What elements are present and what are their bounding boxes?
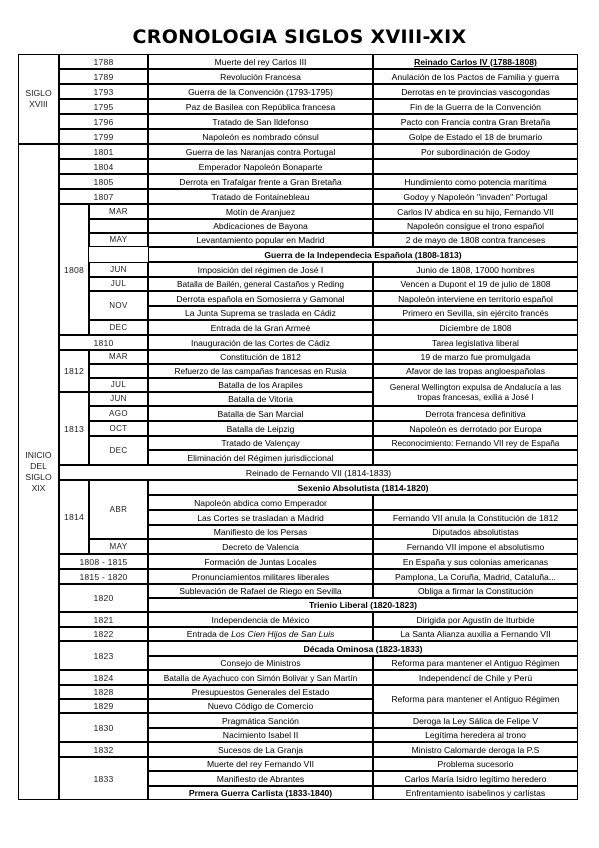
year-cell: 1828 (59, 685, 148, 699)
note-cell: Hundimiento como potencia marítima (373, 174, 578, 189)
note-cell: Deroga la Ley Sálica de Felipe V (373, 713, 578, 728)
note-cell: Vencen a Dupont el 19 de julio de 1808 (373, 277, 578, 291)
event-cell: Manifiesto de Abrantes (148, 771, 373, 786)
note-cell: Afavor de las tropas angloespañolas (373, 364, 578, 378)
note-cell: Carlos María Isidro legítimo heredero (373, 771, 578, 786)
note-cell: Legítima heredera al trono (373, 728, 578, 742)
note-cell: Derrota francesa definitiva (373, 406, 578, 421)
event-cell: Muerte del rey Carlos III (148, 54, 373, 69)
year-cell: 1829 (59, 699, 148, 713)
note-cell: Enfrentamiento isabelinos y carlistas (373, 786, 578, 800)
note-cell: Carlos IV abdica en su hijo, Fernando VII (373, 204, 578, 219)
note-cell: Reforma para mantener el Antiguo Régimen (373, 656, 578, 670)
event-cell: Derrota española en Somosierra y Gamonal (148, 291, 373, 306)
month-cell (89, 219, 148, 233)
event-cell: Formación de Juntas Locales (148, 554, 373, 569)
year-cell: 1801 (59, 144, 148, 159)
event-cell: Tratado de San Ildefonso (148, 114, 373, 129)
year-cell: 1799 (59, 129, 148, 144)
note-cell: 2 de mayo de 1808 contra franceses (373, 233, 578, 247)
year-cell: 1788 (59, 54, 148, 69)
note-cell: Fernando VII anula la Constitución de 1812 (373, 510, 578, 525)
event-cell: Constitución de 1812 (148, 350, 373, 364)
event-cell: Prmera Guerra Carlista (1833-1840) (148, 786, 373, 800)
note-cell: Napoleón interviene en territorio español (373, 291, 578, 306)
month-cell: JUL (89, 277, 148, 291)
note-cell: Reforma para mantener el Antiguo Régimen (373, 685, 578, 713)
event-cell: Manifiesto de los Persas (148, 525, 373, 539)
note-cell (373, 450, 578, 465)
period-header: Sexenio Absolutista (1814-1820) (148, 480, 578, 495)
note-cell: Independencí de Chile y Perú (373, 670, 578, 685)
note-cell: Anulación de los Pactos de Familia y guerra (373, 69, 578, 84)
event-cell: Sublevación de Rafael de Riego en Sevilla (148, 584, 373, 598)
year-cell: 1808 (59, 204, 89, 335)
event-cell: Derrota en Trafalgar frente a Gran Bretaña (148, 174, 373, 189)
month-cell: MAY (89, 233, 148, 247)
period-header: Reinado de Fernando VII (1814-1833) (59, 465, 578, 480)
event-cell: Abdicaciones de Bayona (148, 219, 373, 233)
year-cell: 1830 (59, 713, 148, 742)
month-cell: MAR (89, 350, 148, 364)
year-cell: 1795 (59, 99, 148, 114)
period-header: Década Ominosa (1823-1833) (148, 641, 578, 656)
note-cell: Derrotas en te provincias vascogondas (373, 84, 578, 99)
year-cell: 1833 (59, 757, 148, 800)
note-cell (373, 495, 578, 510)
event-cell: Inauguración de las Cortes de Cádiz (148, 335, 373, 350)
note-cell: 19 de marzo fue promulgada (373, 350, 578, 364)
year-cell: 1807 (59, 189, 148, 204)
event-cell: Nacimiento Isabel II (148, 728, 373, 742)
year-cell: 1793 (59, 84, 148, 99)
event-cell: Muerte del rey Fernando VII (148, 757, 373, 771)
event-cell: Batalla de Ayachuco con Simón Bolivar y San Martín (148, 670, 373, 685)
note-cell: Napoleón es derrotado por Europa (373, 421, 578, 436)
note-cell: General Wellington expulsa de Andalucía a las tropas francesas, exilia a José I (373, 378, 578, 406)
event-cell: Independencia de México (148, 612, 373, 627)
note-cell: Diciembre de 1808 (373, 320, 578, 335)
year-cell: 1822 (59, 627, 148, 641)
month-cell: JUL (89, 378, 148, 392)
month-cell: JUN (89, 262, 148, 277)
event-italic-title: Los Cien Hijos de San Luis (231, 629, 335, 639)
year-cell: 1808 - 1815 (59, 554, 148, 569)
year-cell: 1814 (59, 480, 89, 554)
century-xviii: SIGLO XVIII (18, 54, 59, 144)
year-cell: 1832 (59, 742, 148, 757)
event-cell: Guerra de las Naranjas contra Portugal (148, 144, 373, 159)
note-cell: Godoy y Napoleón "invaden" Portugal (373, 189, 578, 204)
year-cell: 1823 (59, 641, 148, 670)
year-cell: 1804 (59, 159, 148, 174)
year-cell: 1820 (59, 584, 148, 612)
note-cell: Tarea legislativa liberal (373, 335, 578, 350)
note-cell (373, 159, 578, 174)
event-cell: Las Cortes se trasladan a Madrid (148, 510, 373, 525)
note-cell: Diputados absolutistas (373, 525, 578, 539)
event-cell: Imposición del régimen de José I (148, 262, 373, 277)
note-cell: Fernando VII impone el absolutismo (373, 539, 578, 554)
event-cell: Napoleón es nombrado cónsul (148, 129, 373, 144)
year-cell: 1789 (59, 69, 148, 84)
note-cell: Golpe de Estado el 18 de brumario (373, 129, 578, 144)
century-xix: INICIO DEL SIGLO XIX (18, 144, 59, 800)
note-cell: Napoleón consigue el trono español (373, 219, 578, 233)
event-cell: Consejo de Ministros (148, 656, 373, 670)
event-cell: Levantamiento popular en Madrid (148, 233, 373, 247)
note-cell: Junio de 1808, 17000 hombres (373, 262, 578, 277)
month-cell: MAY (89, 539, 148, 554)
event-cell: Motín de Aranjuez (148, 204, 373, 219)
month-cell: AGO (89, 406, 148, 421)
year-cell: 1813 (59, 392, 89, 465)
event-cell: Tratado de Fontainebleau (148, 189, 373, 204)
page-title: CRONOLOGIA SIGLOS XVIII-XIX (132, 26, 467, 48)
note-cell: Dirigida por Agustín de Iturbide (373, 612, 578, 627)
note-cell: La Santa Alianza auxilia a Fernando VII (373, 627, 578, 641)
month-cell: OCT (89, 421, 148, 436)
month-cell: DEC (89, 436, 148, 465)
event-cell: Decreto de Valencia (148, 539, 373, 554)
year-cell: 1796 (59, 114, 148, 129)
event-cell: Batalla de San Marcial (148, 406, 373, 421)
year-cell: 1810 (59, 335, 148, 350)
event-cell: Revolución Francesa (148, 69, 373, 84)
event-cell: Tratado de Valençay (148, 436, 373, 450)
note-cell: Fin de la Guerra de la Convención (373, 99, 578, 114)
event-cell: Presupuestos Generales del Estado (148, 685, 373, 699)
note-cell: Reconocimiento: Fernando VII rey de España (373, 436, 578, 450)
month-cell (89, 364, 148, 378)
year-cell: 1815 - 1820 (59, 569, 148, 584)
event-cell: Pragmática Sanción (148, 713, 373, 728)
year-cell: 1805 (59, 174, 148, 189)
event-cell: Paz de Basilea con República francesa (148, 99, 373, 114)
event-cell: Entrada de la Gran Armeè (148, 320, 373, 335)
month-cell: NOV (89, 291, 148, 320)
event-cell: Batalla de Vitoria (148, 392, 373, 406)
event-cell: Sucesos de La Granja (148, 742, 373, 757)
event-cell: Batalla de Bailén, general Castaños y Reding (148, 277, 373, 291)
event-cell: Entrada de Los Cien Hijos de San Luis (148, 627, 373, 641)
year-cell: 1812 (59, 350, 89, 392)
month-cell: JUN (89, 392, 148, 406)
note-cell: Por subordinación de Godoy (373, 144, 578, 159)
note-cell: Ministro Calomarde deroga la P.S (373, 742, 578, 757)
event-cell: La Junta Suprema se traslada en Cádiz (148, 306, 373, 320)
month-cell: MAR (89, 204, 148, 219)
event-cell: Pronunciamientos militares liberales (148, 569, 373, 584)
note-cell: Problema sucesorio (373, 757, 578, 771)
event-cell: Batalla de los Arapiles (148, 378, 373, 392)
note-cell: En España y sus colonias americanas (373, 554, 578, 569)
period-header: Guerra de la Independecia Española (1808-1813) (148, 247, 578, 262)
event-cell: Eliminación del Régimen jurisdiccional (148, 450, 373, 465)
year-cell: 1824 (59, 670, 148, 685)
note-cell: Reinado Carlos IV (1788-1808) (373, 54, 578, 69)
event-cell: Batalla de Leipzig (148, 421, 373, 436)
note-cell: Pamplona, La Coruña, Madrid, Cataluña... (373, 569, 578, 584)
month-cell: DEC (89, 320, 148, 335)
note-cell: Pacto con Francia contra Gran Bretaña (373, 114, 578, 129)
event-cell: Emperador Napoleón Bonaparte (148, 159, 373, 174)
note-cell: Obliga a firmar la Constitución (373, 584, 578, 598)
event-cell: Guerra de la Convención (1793-1795) (148, 84, 373, 99)
year-cell: 1821 (59, 612, 148, 627)
event-cell: Napoleón abdica como Emperador (148, 495, 373, 510)
note-cell: Primero en Sevilla, sin ejército francés (373, 306, 578, 320)
event-cell: Refuerzo de las campañas francesas en Rusia (148, 364, 373, 378)
period-header: Trienio Liberal (1820-1823) (148, 598, 578, 612)
month-cell: ABR (89, 480, 148, 539)
event-cell: Nuevo Código de Comercio (148, 699, 373, 713)
